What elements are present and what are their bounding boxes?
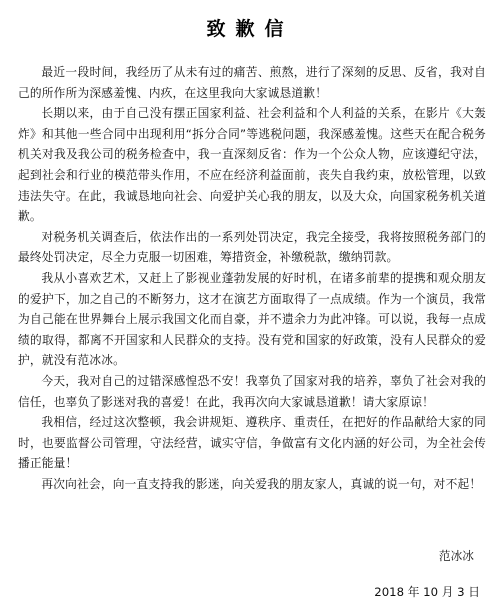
letter-title: 致歉信 [206,18,294,40]
letter-date: 2018 年 10 月 3 日 [374,585,480,599]
paragraph-3: 对税务机关调查后，依法作出的一系列处罚决定，我完全接受，我将按照税务部门的最终处罚决定，尽全力克服一切困难，筹措资金，补缴税款，缴纳罚款。 [18,229,486,265]
letter-body [18,62,486,494]
paragraph-1: 最近一段时间，我经历了从未有过的痛苦、煎熬，进行了深刻的反思、反省，我对自己的所作所为深感羞愧、内疚，在这里我向大家诚恳道歉！ [18,65,486,100]
paragraph-5: 今天，我对自己的过错深感惶恐不安！我辜负了国家对我的培养，辜负了社会对我的信任，也辜负了影迷对我的喜爱！在此，我再次向大家诚恳道歉！请大家原谅！ [18,373,486,409]
paragraph-4: 我从小喜欢艺术，又赶上了影视业蓬勃发展的好时机，在诸多前辈的提携和观众朋友的爱护下，加之自己的不断努力，这才在演艺方面取得了一点成绩。作为一个演员，我常为自己能在世界舞台上展示我国文化而自豪，并不遗余力为此冲锋。可以说，我每一点成绩的取得，都离不开国家和人民群众的支持。没有党和国家的好政策，没有人民群众的爱护，就没有范冰冰。 [18,270,486,368]
paragraph-2: 长期以来，由于自己没有摆正国家利益、社会利益和个人利益的关系，在影片《大轰炸》和其他一些合同中出现利用“拆分合同”等逃税问题，我深感羞愧。这些天在配合税务机关对我及我公司的税务检查中，我一直深刻反省：作为一个公众人物，应该遵纪守法，起到社会和行业的模范带头作用，不应在经济利益面前，丧失自我约束，放松管理，以致违法失守。在此，我诚恳地向社会、向爱护关心我的朋友，以及大众，向国家税务机关道歉。 [18,106,486,224]
letter-signature: 范冰冰 [438,549,474,563]
paragraph-7: 再次向社会，向一直支持我的影迷，向关爱我的朋友家人，真诚的说一句，对不起！ [41,476,482,491]
paragraph-6: 我相信，经过这次整顿，我会讲规矩、遵秩序、重责任，在把好的作品献给大家的同时，也要监督公司管理，守法经营，诚实守信，争做富有文化内涵的好公司，为全社会传播正能量！ [18,415,486,471]
